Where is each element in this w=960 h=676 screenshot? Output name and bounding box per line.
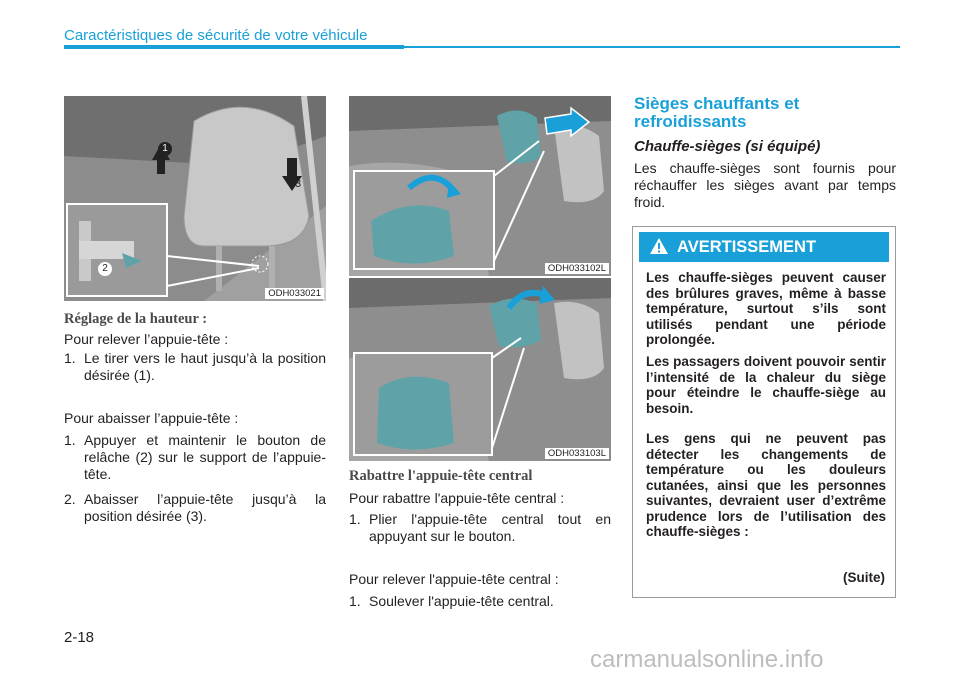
callout-1: 1: [158, 142, 172, 156]
raise-central-intro: Pour relever l'appuie-tête central :: [349, 571, 559, 587]
callout-3: 3: [295, 178, 302, 190]
list-item: 1. Le tirer vers le haut jusqu’à la position désirée (1).: [64, 350, 326, 383]
section-title-heated-seats: Sièges chauffants et refroidissants: [634, 94, 800, 131]
raise-central-steps-list: [349, 593, 611, 618]
raise-intro: Pour relever l’appuie-tête :: [64, 331, 229, 347]
heading-fold-central: Rabattre l'appuie-tête central: [349, 468, 533, 484]
callout-2: 2: [98, 262, 112, 276]
warning-paragraph: Les gens qui ne peuvent pas détecter les changements de température ou les douleurs cutanées, ainsi que les personnes suivantes, devraient user d’extrême prudence lors de l’utilisation des chauffe-sièges :: [646, 431, 886, 539]
lower-intro: Pour abaisser l’appuie-tête :: [64, 410, 239, 426]
figure-central-headrest-fold: [349, 96, 611, 276]
warning-continued-label: (Suite): [843, 570, 885, 585]
warning-paragraph: Les passagers doivent pouvoir sentir l’intensité de la chaleur du siège pour éteindre le chauffe-siège au besoin.: [646, 354, 886, 416]
warning-paragraph: Les chauffe-sièges peuvent causer des brûlures graves, même à basse température, surtout s’ils sont utilisés pendant une période prolongée.: [646, 270, 886, 347]
figure-central-headrest-raise: [349, 278, 611, 461]
lower-steps-list: [64, 432, 326, 533]
figure-code: ODH033103L: [545, 448, 609, 459]
list-item: 1. Appuyer et maintenir le bouton de relâche (2) sur le support de l’appuie-tête.: [64, 432, 326, 482]
seat-warmer-intro: Les chauffe-sièges sont fournis pour réchauffer les sièges avant par temps froid.: [634, 160, 896, 210]
central-headrest-fold-illustration: [349, 96, 611, 276]
section-header-title: Caractéristiques de sécurité de votre véhicule: [64, 27, 368, 44]
header-rule-accent: [64, 45, 404, 49]
figure-headrest-height: [64, 96, 326, 301]
figure-code: ODH033021: [265, 288, 324, 299]
central-headrest-raise-illustration: [349, 278, 611, 461]
page-number: 2-18: [64, 629, 95, 646]
fold-intro: Pour rabattre l'appuie-tête central :: [349, 490, 565, 506]
warning-title: AVERTISSEMENT: [677, 238, 817, 256]
list-item: 2. Abaisser l’appuie-tête jusqu’à la position désirée (3).: [64, 491, 326, 524]
subsection-title-seat-warmers: Chauffe-sièges (si équipé): [634, 138, 821, 155]
list-item: 1. Soulever l'appuie-tête central.: [349, 593, 554, 609]
warning-box: [632, 226, 896, 598]
raise-steps-list: [64, 350, 326, 392]
list-item: 1. Plier l'appuie-tête central tout en appuyant sur le bouton.: [349, 511, 611, 544]
warning-triangle-icon: [650, 238, 668, 254]
watermark-text: carmanualsonline.info: [590, 646, 824, 673]
warning-header: [639, 232, 889, 262]
fold-steps-list: [349, 511, 611, 553]
heading-height-adjust: Réglage de la hauteur :: [64, 311, 208, 327]
figure-code: ODH033102L: [545, 263, 609, 274]
